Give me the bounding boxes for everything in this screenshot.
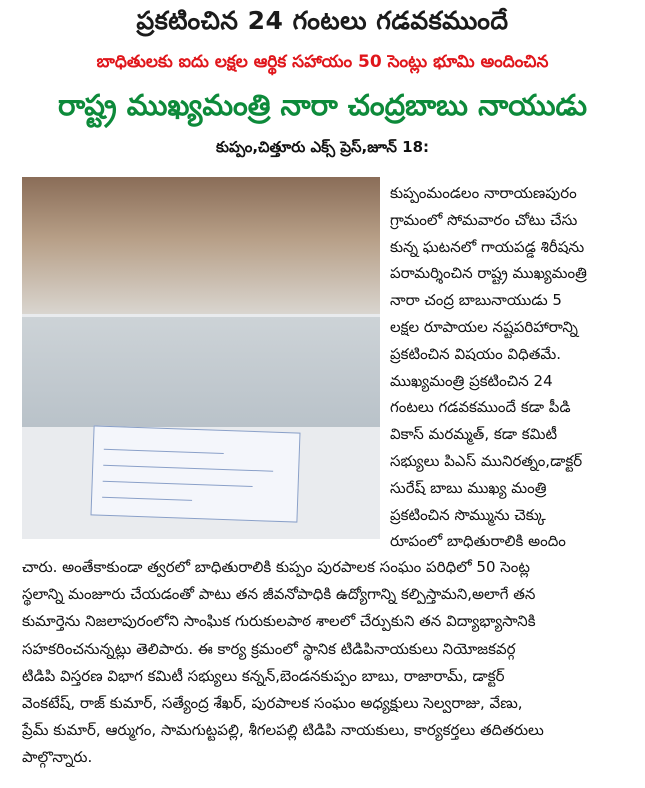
dateline: కుప్పం,చిత్తూరు ఎక్స్ ప్రెస్,జూన్ 18: xyxy=(215,138,430,156)
article-line: గ్రామంలో సోమవారం చోటు చేసు xyxy=(390,210,578,229)
article-line: కున్న ఘటనలో గాయపడ్డ శిరీషను xyxy=(390,237,585,256)
article-line: చారు. అంతేకాకుండా త్వరలో బాధితురాలికి కుప్పం పురపాలక సంఘం పరిధిలో 50 సెంట్ల xyxy=(22,558,530,576)
article-line: రూపంలో బాధితురాలికి అందిం xyxy=(390,532,566,551)
article-line: పరామర్శించిన రాష్ట్ర ముఖ్యమంత్రి xyxy=(390,264,587,283)
article-line: స్థలాన్ని మంజూరు చేయడంతో పాటు తన జీవనోపాధికి ఉద్యోగాన్ని కల్పిస్తామని,అలాగే తన xyxy=(22,585,536,604)
article-line: ముఖ్యమంత్రి ప్రకటించిన 24 xyxy=(390,371,553,390)
article-line: ప్రకటించిన సొమ్మును చెక్కు xyxy=(390,505,546,524)
headline-subtitle: బాధితులకు ఐదు లక్షల ఆర్థిక సహాయం 50 సెంట్లు భూమి అందించిన xyxy=(96,52,549,72)
photo-meeting xyxy=(22,317,380,427)
article-line: గంటలు గడవకముందే కడా పీడి xyxy=(390,398,571,417)
photo-cheque xyxy=(90,425,300,522)
article-line: కుమార్తెను నిజలాపురంలోని సాంఘిక గురుకులపాఠ శాలలో చేర్పుకుని తన విద్యాభ్యాసానికి xyxy=(22,612,536,631)
article-line: సభ్యులు పిఎస్ మునిరత్నం,డాక్టర్ xyxy=(390,451,583,470)
article-line: కుప్పంమండలం నారాయణపురం xyxy=(390,184,577,202)
article-line: వికాస్ మరమ్మత్, కడా కమిటీ xyxy=(390,425,558,444)
photo-cheque-handover xyxy=(22,177,380,314)
headline-main: రాష్ట్ర ముఖ్యమంత్రి నారా చంద్రబాబు నాయుడు xyxy=(57,88,588,122)
article-column xyxy=(390,180,630,555)
headline-title: ప్రకటించిన 24 గంటలు గడవకముందే xyxy=(136,6,509,35)
article-line: లక్షల రూపాయల నష్టపరిహారాన్ని xyxy=(390,317,578,336)
article-line: సురేష్ బాబు ముఖ్య మంత్రి xyxy=(390,478,547,497)
article-line: ప్రేమ్ కుమార్, ఆర్ముగం, సామగుట్టపల్లి, శీగలపల్లి టిడిపి నాయకులు, కార్యకర్తలు తదితరులు xyxy=(22,721,544,740)
article-line: సహకరించనున్నట్లు తెలిపారు. ఈ కార్య క్రమంలో స్థానిక టిడిపినాయకులు నియోజకవర్గ xyxy=(22,639,516,658)
article-line: నారా చంద్ర బాబునాయుడు 5 xyxy=(390,291,562,310)
article-line: ప్రకటించిన విషయం విధితమే. xyxy=(390,344,562,363)
article-line: టిడిపి విస్తరణ విభాగ కమిటీ సభ్యులు కన్నన్,బెండనకుప్పం బాబు, రాజారామ్, డాక్టర్ xyxy=(22,666,505,685)
article-line: వెంకటేష్, రాజ్ కుమార్, సత్యేంద్ర శేఖర్, పురపాలక సంఘం అధ్యక్షులు సెల్వరాజు, వేణు, xyxy=(22,694,523,713)
article-line: పాల్గొన్నారు. xyxy=(22,748,93,767)
article-continuation xyxy=(22,554,630,772)
news-photo-collage xyxy=(22,177,380,539)
